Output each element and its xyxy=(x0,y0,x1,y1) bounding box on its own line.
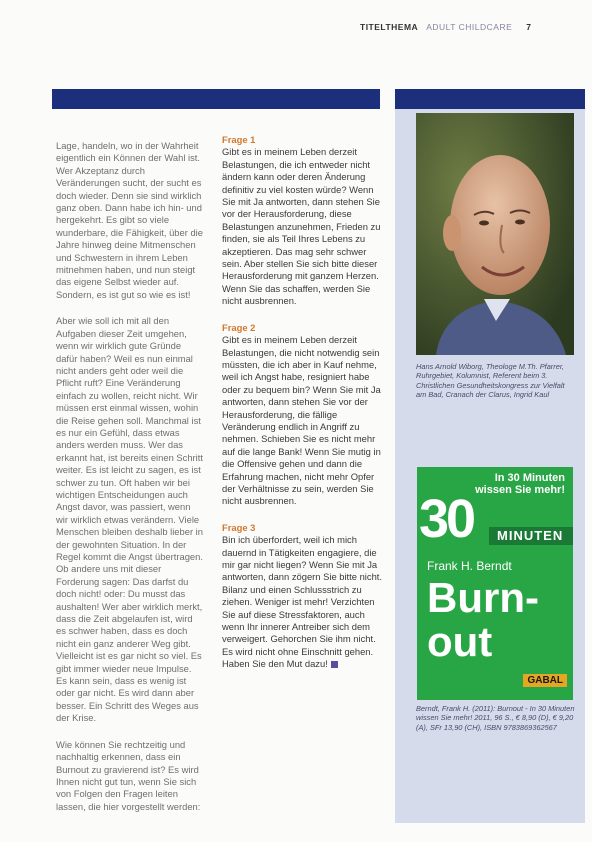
book-cover xyxy=(417,467,573,700)
running-header xyxy=(360,22,532,32)
paragraph: Lage, handeln, wo in der Wahrheit eigentlich ein Können der Wahl ist. Wer Akzeptanz durch Veränderungen sucht, der sucht es doch wieder. Denn sie sind wirklich ganz oben. Dann habe ich hin- und hergekehrt. Es gibt so viele wunderbare, die Fähigkeit, über die Jahre hinweg deine Mitmenschen und Schwestern in ihrem Leben mitnehmen haben, und nun steigt das eigene Selbst wieder auf. Sondern, es ist gut so wie es ist! xyxy=(56,140,203,300)
page-number: 7 xyxy=(526,22,532,32)
portrait-image xyxy=(416,113,574,355)
question-1 xyxy=(222,134,382,308)
book-title-line2: out xyxy=(427,618,493,665)
blue-header-bar xyxy=(52,89,380,109)
question-2 xyxy=(222,322,382,508)
question-label: Frage 3 xyxy=(222,521,256,533)
section-subtitle: ADULT CHILDCARE xyxy=(426,22,513,32)
sidebar-blue-bar xyxy=(395,89,585,109)
photo-caption: Hans Arnold Wiborg, Theologe M.Th. Pfarrer, Ruhrgebiet, Kolumnist, Referent beim 3. Christlichen Gesundheitskongress zur Vielfalt am Bad, Cranach der Clarus, Ingrid Kaul xyxy=(416,362,565,400)
question-text: Gibt es in meinem Leben derzeit Belastungen, die ich entweder nicht ändern kann oder deren Änderung definitiv zu viel kosten würde? Wenn Sie mit Ja antworten, dann stehen Sie vor der Herausforderung, diese Belastungen anzunehmen, Frieden zu finden, sie als Teil Ihres Lebens zu akzeptieren. Das mag sehr schwer sein. Aber stellen Sie sich bitte dieser Herausforderung mit ganzem Herzen. Wenn Sie das schaffen, werden Sie nicht ausbrennen. xyxy=(222,146,381,307)
book-tagline: In 30 Minuten wissen Sie mehr! xyxy=(475,472,565,496)
author-photo xyxy=(416,113,574,355)
question-text: Bin ich überfordert, weil ich mich dauernd in Tätigkeiten engagiere, die mir gar nicht liegen? Wenn Sie mit Ja antworten, dann zögern Sie bitte nicht. Bilanz und einen Schlussstrich zu ziehen. Weniger ist mehr! Verzichten Sie auf diese Stressfaktoren, auch wenn Ihr innerer Antreiber sich dem verweigert. Gehorchen Sie ihm nicht. Es wird nicht ohne Einschnitt gehen. Haben Sie den Mut dazu! xyxy=(222,534,382,670)
question-3 xyxy=(222,522,382,671)
book-caption: Berndt, Frank H. (2011): Burnout - In 30 Minuten wissen Sie mehr! 2011, 96 S., € 8,90 (D), € 9,20 (A), SFr 13,90 (CH), ISBN 9783869362567 xyxy=(416,704,575,732)
column-left xyxy=(56,140,203,827)
book-author: Frank H. Berndt xyxy=(427,559,512,573)
end-mark-icon xyxy=(331,661,338,668)
book-title-line1: Burn- xyxy=(427,574,539,621)
question-label: Frage 2 xyxy=(222,321,256,333)
publisher-logo: GABAL xyxy=(523,674,567,687)
paragraph: Wie können Sie rechtzeitig und nachhaltig erkennen, dass ein Burnout zu gravierend ist? Es wird Ihnen nicht gut tun, wenn Sie sich von Folgen den Fragen leiten lassen, die hier vorgestellt werden: xyxy=(56,738,201,812)
question-text: Gibt es in meinem Leben derzeit Belastungen, die nicht notwendig sein müssten, die ich aber in Kauf nehme, weil ich Angst habe, resigniert habe oder zu bequem bin? Wenn Sie mit Ja antworten, dann stehen Sie vor der Herausforderung, die fällige Veränderung endlich in Angriff zu nehmen. Schieben Sie es nicht mehr auf die lange Bank! Wenn Sie mutig in die Offensive gehen und dann die Erfahrung machen, nicht mehr Opfer der Verhältnisse zu sein, werden Sie nicht ausbrennen. xyxy=(222,334,381,507)
paragraph: Aber wie soll ich mit all den Aufgaben dieser Zeit umgehen, wenn wir wirklich gute Gründe dafür haben? Weil es nun einmal nicht anders geht oder weil die Pflicht ruft? Eine Veränderung einfach zu wollen, reicht nicht. Wir müssen erst einmal wissen, wohin die Reise gehen soll. Manchmal ist es nur ein Gefühl, dass etwas anders werden muss. Wer das erkannt hat, ist bereits einen Schritt weiter. Es ist leicht zu sagen, es ist schwer zu tun. Oft haben wir bei wichtigen Entscheidungen auch Angst davor, was passiert, wenn wir wirklich etwas verändern. Viele Menschen bleiben deshalb lieber in der gewohnten Situation. In der Regel kommt die Angst übertragen. Ob andere uns mit dieser Forderung sagen: Das darfst du doch nicht! oder: Du musst das aushalten! Wer aber wirklich merkt, dass die Zeit abgelaufen ist, wird es schwer haben, dass es doch nicht ein ganz anderer Weg gibt. Vielleicht ist es gar nicht so viel. Es gibt immer wieder neue Impulse. Es kann sein, dass es wenig ist oder gar nicht. Es wird dann aber besser. Ein Schritt des Weges aus der Krise. xyxy=(56,315,203,724)
book-number: 30 xyxy=(419,489,474,549)
column-middle xyxy=(222,134,382,685)
question-label: Frage 1 xyxy=(222,134,256,145)
book-minutes: MINUTEN xyxy=(497,528,564,543)
section-title: TITELTHEMA xyxy=(360,22,419,32)
